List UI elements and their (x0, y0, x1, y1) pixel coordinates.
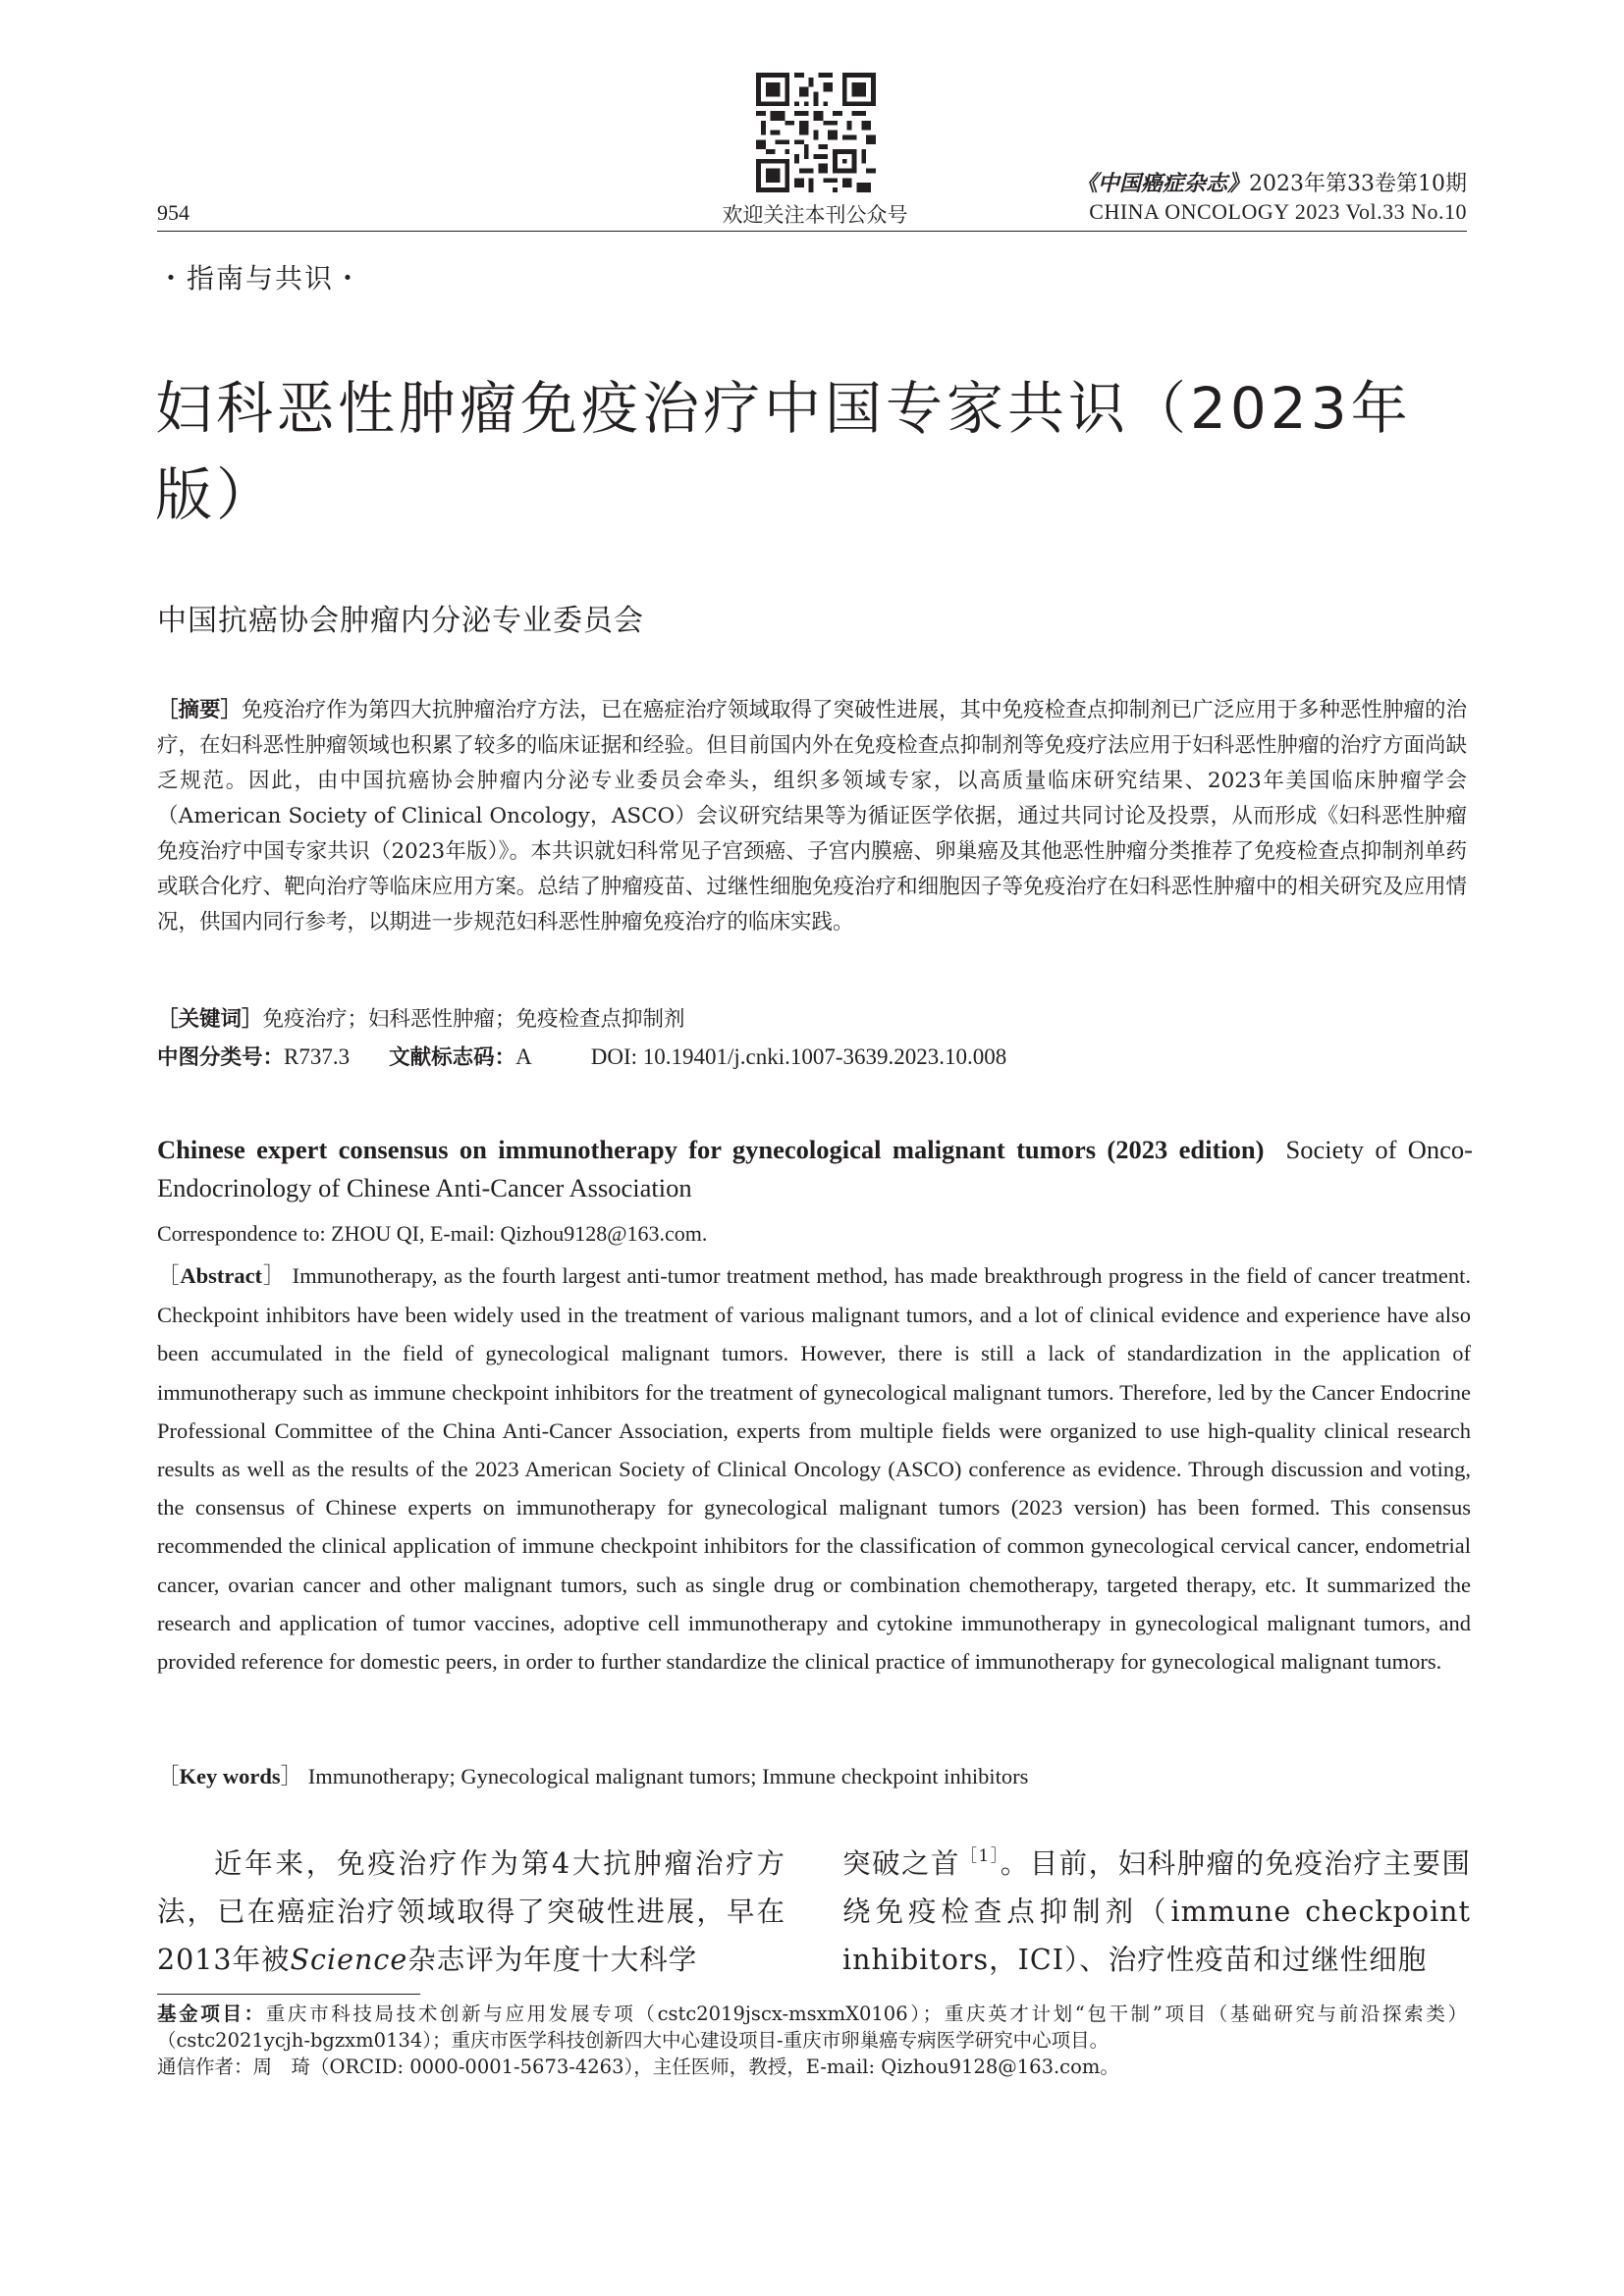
cn-keywords (157, 1002, 1467, 1038)
section-label: ・指南与共识・ (157, 262, 364, 294)
page-number: 954 (157, 200, 189, 225)
doc-code-label: 文献标志码： (389, 1045, 516, 1070)
clc-value: R737.3 (284, 1044, 351, 1069)
footnote-rule (157, 1994, 420, 1995)
funding-text: 重庆市科技局技术创新与应用发展专项（cstc2019jscx-msxmX0106）；重庆英才计划“包干制”项目（基础研究与前沿探索类）（cstc2021ycjh-bgzxm0134）；重庆市医学科技创新四大中心建设项目-重庆市卵巢癌专病医学研究中心项目。 (157, 2002, 1467, 2052)
corresp-text: 周 琦（ORCID: 0000-0001-5673-4263），主任医师，教授，E-mail: Qizhou9128@163.com。 (252, 2056, 1119, 2078)
funding-footnote (157, 2001, 1467, 2054)
en-title: Chinese expert consensus on immunotherapy for gynecological malignant tumors (2023 edition) (157, 1135, 1265, 1164)
body-journal-name: Science (290, 1944, 408, 1976)
qr-caption: 欢迎关注本刊公众号 (722, 203, 908, 227)
en-abstract-text: Immunotherapy, as the fourth largest anti-tumor treatment method, has made breakthrough progress in the field of cancer treatment. Checkpoint inhibitors have been widely used in the treatment of various malignant tumors, and a lot of clinical evidence and experience have also been accumulated in the field of gynecological malignant tumors. However, there is still a lack of standardization in the application of immunotherapy such as immune checkpoint inhibitors for the treatment of gynecological malignant tumors. Therefore, led by the Cancer Endocrine Professional Committee of the China Anti-Cancer Association, experts from multiple fields were organized to use high-quality clinical research results as well as the results of the 2023 American Society of Clinical Oncology (ASCO) conference as evidence. Through discussion and voting, the consensus of Chinese experts on immunotherapy for gynecological malignant tumors (2023 version) has been formed. This consensus recommended the clinical application of immune checkpoint inhibitors for the classification of common gynecological cervical cancer, endometrial cancer, ovarian cancer and other malignant tumors, such as single drug or combination chemotherapy, targeted therapy, etc. It summarized the research and application of tumor vaccines, adoptive cell immunotherapy and cytokine immunotherapy in gynecological malignant tumors, and provided reference for domestic peers, in order to further standardize the clinical practice of immunotherapy for gynecological malignant tumors. (157, 1263, 1471, 1675)
corresp-label: 通信作者： (157, 2056, 253, 2078)
body-right-text-a: 突破之首 (842, 1847, 960, 1880)
journal-en-line: CHINA ONCOLOGY 2023 Vol.33 No.10 (1089, 199, 1467, 224)
en-keywords: ［Key words］ Immunotherapy; Gynecological malignant tumors; Immune checkpoint inhibitors (157, 1764, 1029, 1789)
en-keywords-label: Key words (179, 1764, 281, 1789)
body-left-text-b: 杂志评为年度十大科学 (407, 1944, 698, 1976)
journal-cn-line (1076, 167, 1467, 197)
doc-code-value: A (515, 1044, 532, 1069)
funding-label: 基金项目： (157, 2002, 266, 2025)
en-abstract-label: Abstract (180, 1263, 263, 1288)
cn-keywords-label: ［关键词］ (157, 1007, 263, 1032)
en-keywords-text: Immunotherapy; Gynecological malignant tumors; Immune checkpoint inhibitors (307, 1764, 1029, 1789)
body-column-right (842, 1840, 1471, 1984)
en-correspondence: Correspondence to: ZHOU QI, E-mail: Qizhou9128@163.com. (157, 1221, 708, 1246)
journal-cn-name: 《中国癌症杂志》 (1076, 171, 1250, 196)
cn-abstract (157, 693, 1467, 940)
classification-line (157, 1040, 1467, 1076)
correspondence-footnote (157, 2054, 1467, 2080)
body-column-left (157, 1840, 785, 1984)
body-right-text-b: 。目前，妇科肿瘤的免疫治疗主要围绕免疫检查点抑制剂（immune checkpoint inhibitors，ICI）、治疗性疫苗和过继性细胞 (842, 1847, 1471, 1976)
reference-marker: ［1］ (959, 1846, 1001, 1866)
cn-abstract-label: ［摘要］ (157, 698, 243, 722)
author-organization: 中国抗癌协会肿瘤内分泌专业委员会 (157, 604, 644, 638)
clc-label: 中图分类号： (157, 1045, 285, 1070)
cn-keywords-text: 免疫治疗；妇科恶性肿瘤；免疫检查点抑制剂 (262, 1007, 685, 1032)
journal-cn-issue: 2023年第33卷第10期 (1249, 172, 1467, 196)
en-society: Society of Onco-Endocrinology of Chinese Anti-Cancer Association (157, 1135, 1473, 1202)
body-left-text-a: 近年来，免疫治疗作为第4大抗肿瘤治疗方法，已在癌症治疗领域取得了突破性进展，早在2013年被 (157, 1847, 785, 1976)
qr-code (756, 73, 876, 192)
en-title-block (157, 1131, 1473, 1207)
cn-abstract-text: 免疫治疗作为第四大抗肿瘤治疗方法，已在癌症治疗领域取得了突破性进展，其中免疫检查点抑制剂已广泛应用于多种恶性肿瘤的治疗，在妇科恶性肿瘤领域也积累了较多的临床证据和经验。但目前国内外在免疫检查点抑制剂等免疫疗法应用于妇科恶性肿瘤的治疗方面尚缺乏规范。因此，由中国抗癌协会肿瘤内分泌专业委员会牵头，组织多领域专家，以高质量临床研究结果、2023年美国临床肿瘤学会（American Society of Clinical Oncology，ASCO）会议研究结果等为循证医学依据，通过共同讨论及投票，从而形成《妇科恶性肿瘤免疫治疗中国专家共识（2023年版）》。本共识就妇科常见子宫颈癌、子宫内膜癌、卵巢癌及其他恶性肿瘤分类推荐了免疫检查点抑制剂单药或联合化疗、靶向治疗等临床应用方案。总结了肿瘤疫苗、过继性细胞免疫治疗和细胞因子等免疫治疗在妇科恶性肿瘤中的相关研究及应用情况，供国内同行参考，以期进一步规范妇科恶性肿瘤免疫治疗的临床实践。 (157, 698, 1467, 934)
doi: DOI: 10.19401/j.cnki.1007-3639.2023.10.008 (590, 1044, 1007, 1069)
article-title: 妇科恶性肿瘤免疫治疗中国专家共识（2023年版） (155, 375, 1412, 528)
header-rule (157, 231, 1467, 232)
en-abstract: ［Abstract］ Immunotherapy, as the fourth largest anti-tumor treatment method, has made breakthrough progress in the field of cancer treatment. Checkpoint inhibitors have been widely used in the treatment of various malignant tumors, and a lot of clinical evidence and experience have also been accumulated in the field of gynecological malignant tumors. However, there is still a lack of standardization in the application of immunotherapy such as immune checkpoint inhibitors for the treatment of gynecological malignant tumors. Therefore, led by the Cancer Endocrine Professional Committee of the China Anti-Cancer Association, experts from multiple fields were organized to use high-quality clinical research results as well as the results of the 2023 American Society of Clinical Oncology (ASCO) conference as evidence. Through discussion and voting, the consensus of Chinese experts on immunotherapy for gynecological malignant tumors (2023 version) has been formed. This consensus recommended the clinical application of immune checkpoint inhibitors for the classification of common gynecological cervical cancer, endometrial cancer, ovarian cancer and other malignant tumors, such as single drug or combination chemotherapy, targeted therapy, etc. It summarized the research and application of tumor vaccines, adoptive cell immunotherapy and cytokine immunotherapy in gynecological malignant tumors, and provided reference for domestic peers, in order to further standardize the clinical practice of immunotherapy for gynecological malignant tumors. (157, 1263, 1471, 1675)
